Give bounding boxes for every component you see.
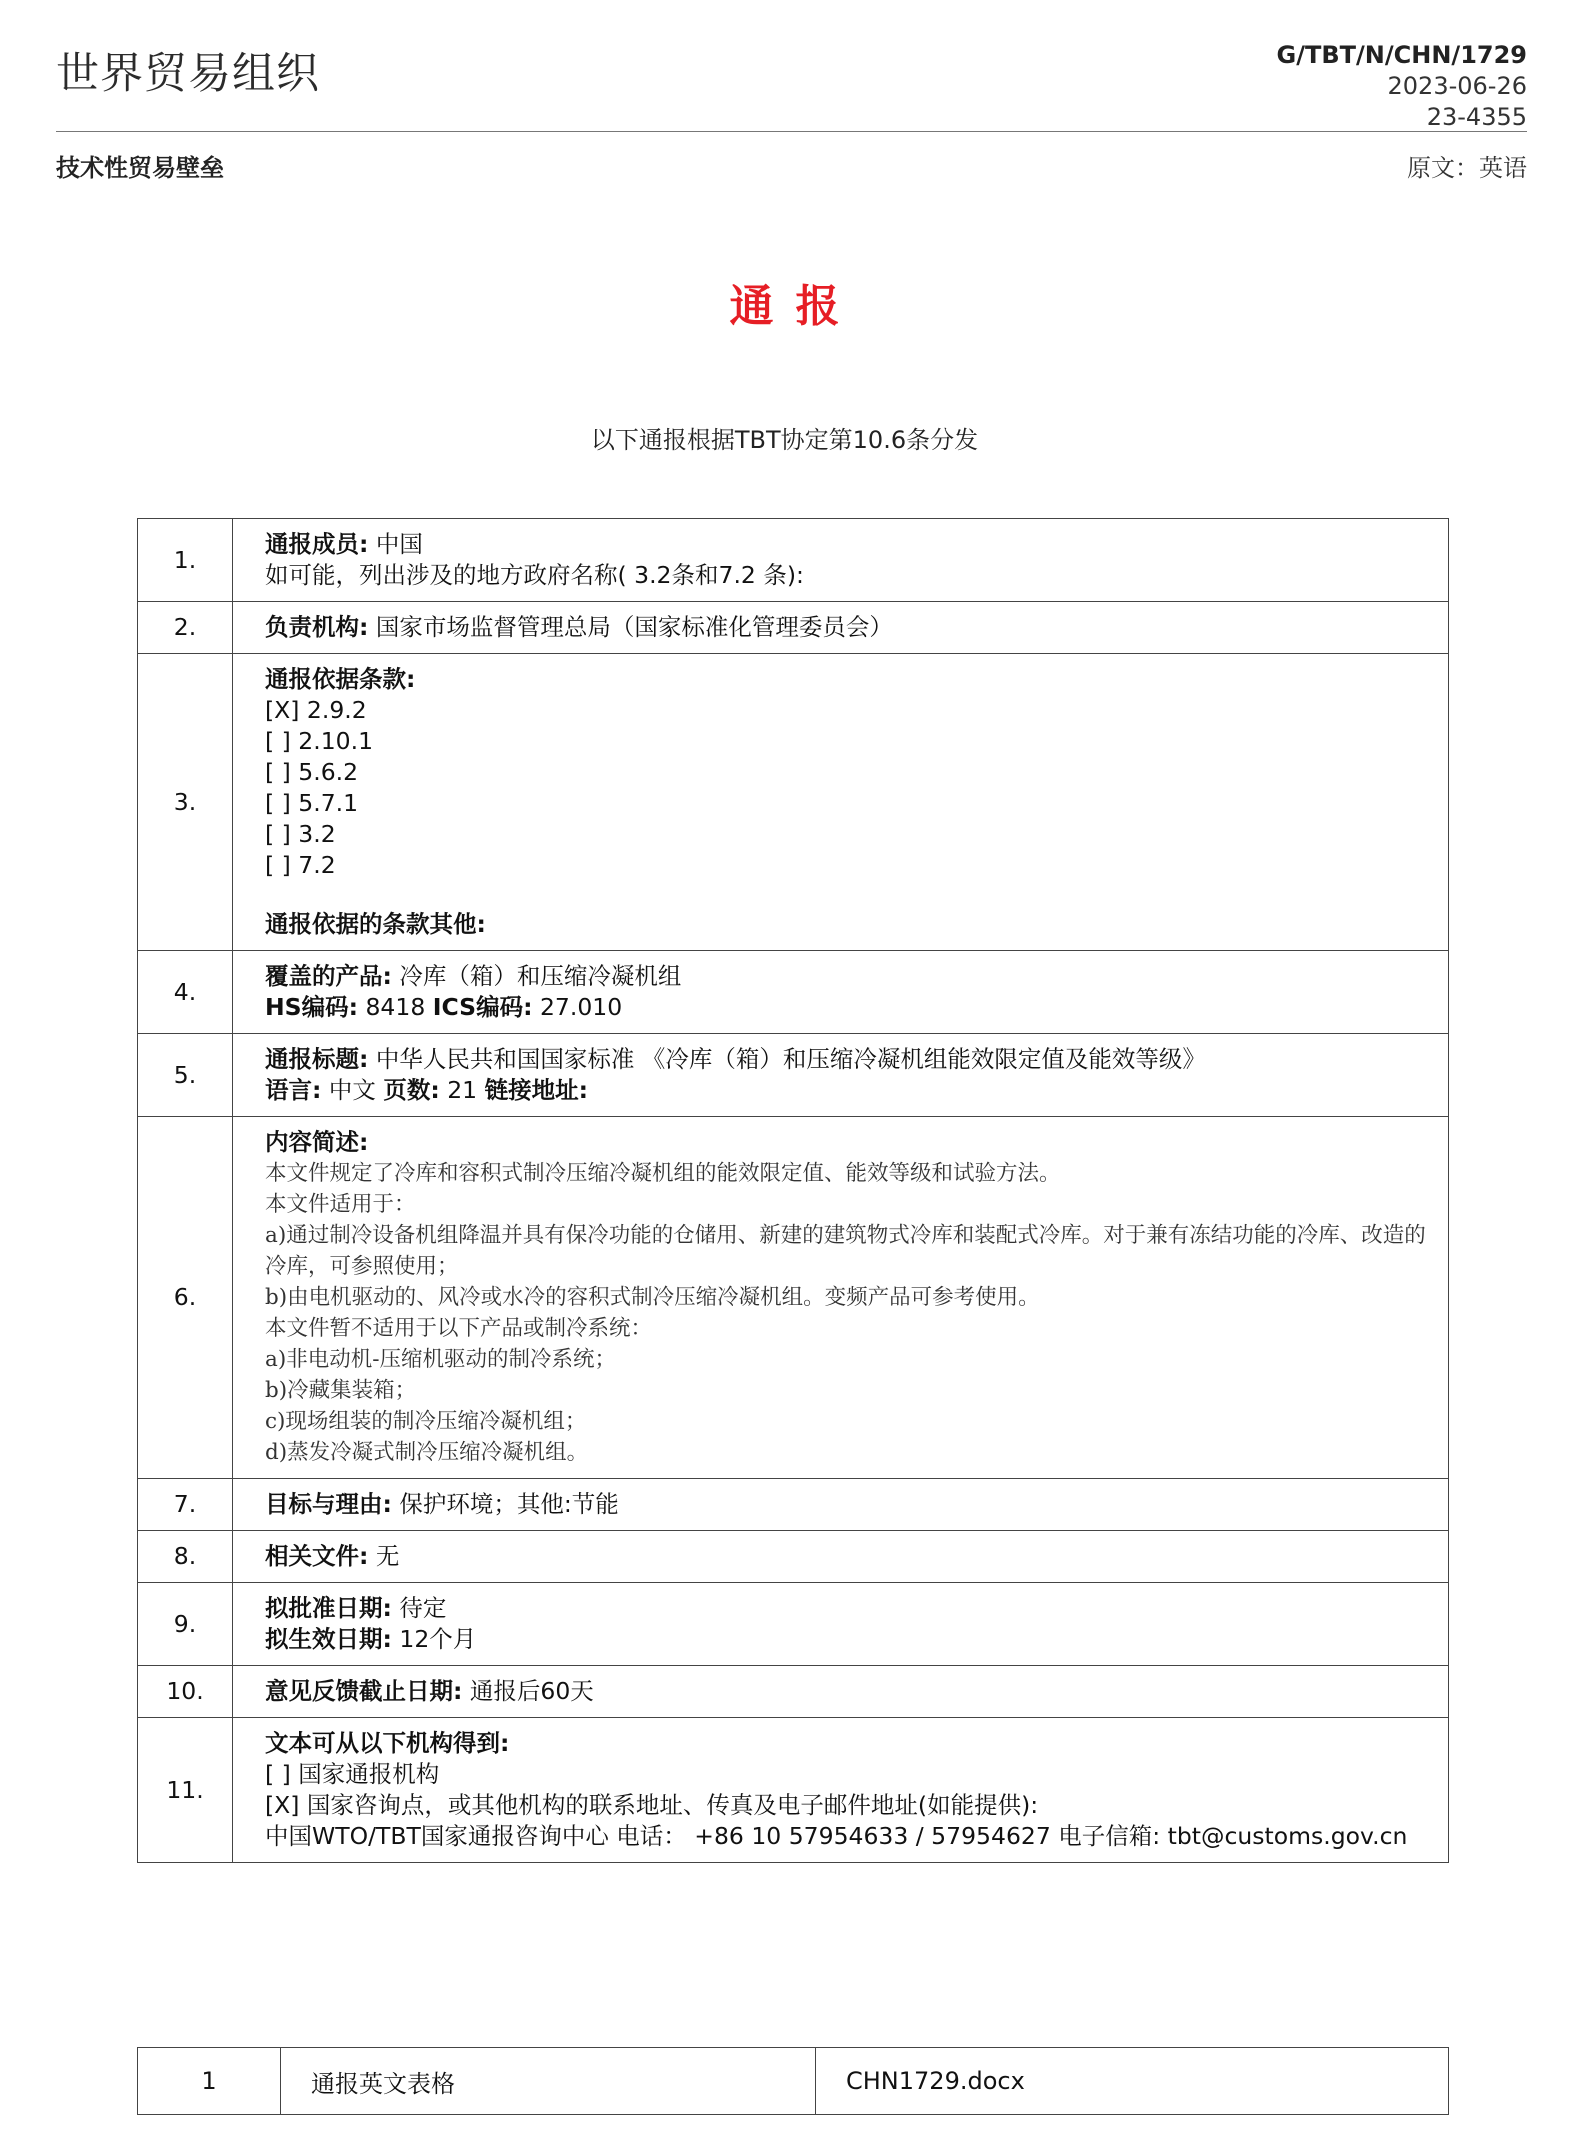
table-row <box>138 2048 1449 2115</box>
row-number: 5. <box>138 1034 233 1117</box>
table-row <box>138 951 1449 1034</box>
article-item: [ ] 7.2 <box>265 851 336 879</box>
header-divider <box>56 131 1527 132</box>
description-text <box>265 1158 1432 1468</box>
related-docs-value: 无 <box>368 1542 400 1570</box>
products-value: 冷库（箱）和压缩冷凝机组 <box>391 962 682 990</box>
row-number: 1. <box>138 519 233 602</box>
member-label: 通报成员: <box>265 530 369 558</box>
language-label: 语言: <box>265 1076 322 1104</box>
hs-value: 8418 <box>358 993 433 1021</box>
row-content <box>233 1531 1449 1583</box>
notification-table <box>137 518 1449 1863</box>
basis-label: 通报依据条款: <box>265 665 416 693</box>
row-number: 4. <box>138 951 233 1034</box>
document-date: 2023-06-26 <box>1387 72 1527 100</box>
document-number: 23-4355 <box>1426 103 1527 131</box>
availability-option: [X] 国家咨询点，或其他机构的联系地址、传真及电子邮件地址(如能提供): <box>265 1791 1039 1819</box>
distribution-note: 以下通报根据TBT协定第10.6条分发 <box>590 426 979 454</box>
local-government: 如可能，列出涉及的地方政府名称( 3.2条和7.2 条): <box>265 561 804 589</box>
pages-label: 页数: <box>383 1076 440 1104</box>
article-item: [ ] 5.6.2 <box>265 758 359 786</box>
agency-value: 国家市场监督管理总局（国家标准化管理委员会） <box>368 613 893 641</box>
row-content <box>233 951 1449 1034</box>
language-value: 中文 <box>321 1076 384 1104</box>
description-line: c)现场组装的制冷压缩冷凝机组； <box>265 1409 587 1434</box>
row-number: 8. <box>138 1531 233 1583</box>
description-line: 本文件暂不适用于以下产品或制冷系统： <box>265 1316 653 1341</box>
row-number: 10. <box>138 1666 233 1718</box>
table-row <box>138 1531 1449 1583</box>
committee-name: 技术性贸易壁垒 <box>56 154 224 182</box>
table-row <box>138 1583 1449 1666</box>
effective-date-label: 拟生效日期: <box>265 1625 392 1653</box>
description-line: 本文件规定了冷库和容积式制冷压缩冷凝机组的能效限定值、能效等级和试验方法。 <box>265 1161 1061 1186</box>
objective-value: 保护环境；其他:节能 <box>391 1490 619 1518</box>
ics-label: ICS编码: <box>432 993 533 1021</box>
agency-label: 负责机构: <box>265 613 369 641</box>
row-content <box>233 1034 1449 1117</box>
availability-option: [ ] 国家通报机构 <box>265 1760 440 1788</box>
effective-date-value: 12个月 <box>391 1625 477 1653</box>
link-label: 链接地址: <box>484 1076 589 1104</box>
products-label: 覆盖的产品: <box>265 962 392 990</box>
row-content <box>233 654 1449 951</box>
row-number: 3. <box>138 654 233 951</box>
comment-deadline-label: 意见反馈截止日期: <box>265 1677 463 1705</box>
contact-info: 中国WTO/TBT国家通报咨询中心 电话： +86 10 57954633 / 57954627 电子信箱: tbt@customs.gov.cn <box>265 1822 1408 1850</box>
row-number: 7. <box>138 1479 233 1531</box>
member-value: 中国 <box>368 530 423 558</box>
table-row <box>138 1117 1449 1479</box>
organization-name: 世界贸易组织 <box>56 49 320 99</box>
attachment-title: 通报英文表格 <box>281 2048 816 2115</box>
description-line: b)冷藏集装箱； <box>265 1378 417 1403</box>
original-language: 原文：英语 <box>1407 154 1527 182</box>
table-row <box>138 1034 1449 1117</box>
objective-label: 目标与理由: <box>265 1490 392 1518</box>
ics-value: 27.010 <box>532 993 623 1021</box>
title-value: 中华人民共和国国家标准 《冷库（箱）和压缩冷凝机组能效限定值及能效等级》 <box>368 1045 1206 1073</box>
row-number: 2. <box>138 602 233 654</box>
adoption-date-label: 拟批准日期: <box>265 1594 392 1622</box>
description-line: a)通过制冷设备机组降温并具有保冷功能的仓储用、新建的建筑物式冷库和装配式冷库。对于兼有冻结功能的冷库、改造的冷库，可参照使用； <box>265 1223 1426 1279</box>
article-item: [ ] 3.2 <box>265 820 336 848</box>
row-number: 11. <box>138 1718 233 1863</box>
document-meta <box>1277 40 1527 133</box>
adoption-date-value: 待定 <box>391 1594 447 1622</box>
document-symbol: G/TBT/N/CHN/1729 <box>1276 41 1527 69</box>
attachment-file-link[interactable]: CHN1729.docx <box>816 2048 1449 2115</box>
article-item: [ ] 2.10.1 <box>265 727 374 755</box>
row-content <box>233 1718 1449 1863</box>
description-line: a)非电动机-压缩机驱动的制冷系统； <box>265 1347 616 1372</box>
other-basis-label: 通报依据的条款其他: <box>265 910 486 938</box>
table-row <box>138 654 1449 951</box>
row-content <box>233 1666 1449 1718</box>
related-docs-label: 相关文件: <box>265 1542 369 1570</box>
description-line: d)蒸发冷凝式制冷压缩冷凝机组。 <box>265 1440 589 1465</box>
availability-label: 文本可从以下机构得到: <box>265 1729 510 1757</box>
comment-deadline-value: 通报后60天 <box>462 1677 594 1705</box>
description-line: b)由电机驱动的、风冷或水冷的容积式制冷压缩冷凝机组。变频产品可参考使用。 <box>265 1285 1040 1310</box>
article-item: [ ] 5.7.1 <box>265 789 359 817</box>
table-row <box>138 519 1449 602</box>
title-label: 通报标题: <box>265 1045 369 1073</box>
attachment-number: 1 <box>138 2048 281 2115</box>
row-number: 6. <box>138 1117 233 1479</box>
row-content <box>233 519 1449 602</box>
table-row <box>138 1718 1449 1863</box>
description-label: 内容简述: <box>265 1128 369 1156</box>
article-item: [X] 2.9.2 <box>265 696 367 724</box>
row-content <box>233 1583 1449 1666</box>
row-number: 9. <box>138 1583 233 1666</box>
row-content <box>233 602 1449 654</box>
row-content <box>233 1479 1449 1531</box>
attachment-table <box>137 2047 1449 2115</box>
table-row <box>138 1479 1449 1531</box>
row-content <box>233 1117 1449 1479</box>
notification-title: 通报 <box>729 281 862 332</box>
table-row <box>138 602 1449 654</box>
description-line: 本文件适用于： <box>265 1192 416 1217</box>
hs-label: HS编码: <box>265 993 358 1021</box>
pages-value: 21 <box>439 1076 485 1104</box>
table-row <box>138 1666 1449 1718</box>
